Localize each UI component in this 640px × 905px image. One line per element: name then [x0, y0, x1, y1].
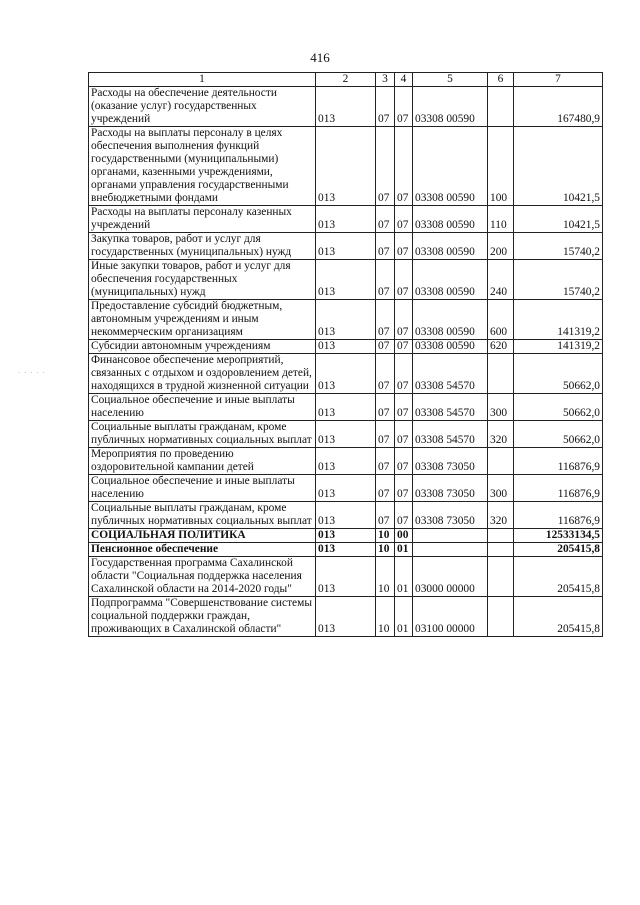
ministry-code: 013: [316, 340, 376, 354]
amount: 205415,8: [514, 557, 603, 597]
section-code: 07: [376, 340, 395, 354]
row-name: СОЦИАЛЬНАЯ ПОЛИТИКА: [89, 529, 316, 543]
expense-type-code: 300: [488, 394, 514, 421]
subsection-code: 07: [395, 300, 413, 340]
expense-type-code: [488, 529, 514, 543]
table-row: [89, 233, 603, 260]
page-number: 416: [310, 50, 330, 65]
row-name: Финансовое обеспечение мероприятий, связанных с отдыхом и оздоровлением детей, находящихся в трудной жизненной ситуации: [89, 354, 316, 394]
ministry-code: 013: [316, 475, 376, 502]
column-header: 2: [316, 73, 376, 87]
ministry-code: 013: [316, 529, 376, 543]
ministry-code: 013: [316, 543, 376, 557]
table-row: [89, 354, 603, 394]
section-code: 07: [376, 421, 395, 448]
section-code: 07: [376, 448, 395, 475]
subsection-code: 00: [395, 529, 413, 543]
table-row: [89, 597, 603, 637]
section-code: 07: [376, 260, 395, 300]
expense-type-code: 600: [488, 300, 514, 340]
ministry-code: 013: [316, 354, 376, 394]
target-item-code: 03308 54570: [413, 394, 488, 421]
table-row: [89, 300, 603, 340]
table-row: [89, 502, 603, 529]
target-item-code: [413, 529, 488, 543]
target-item-code: 03308 00590: [413, 340, 488, 354]
subsection-code: 07: [395, 502, 413, 529]
ministry-code: 013: [316, 448, 376, 475]
subsection-code: 07: [395, 475, 413, 502]
expense-type-code: 320: [488, 421, 514, 448]
table-row: [89, 87, 603, 127]
target-item-code: 03308 54570: [413, 354, 488, 394]
row-name: Подпрограмма "Совершенствование системы социальной поддержки граждан, проживающих в Сахалинской области": [89, 597, 316, 637]
subsection-code: 07: [395, 421, 413, 448]
row-name: Пенсионное обеспечение: [89, 543, 316, 557]
table-row: [89, 529, 603, 543]
target-item-code: 03308 73050: [413, 502, 488, 529]
target-item-code: 03308 00590: [413, 206, 488, 233]
expense-type-code: 100: [488, 127, 514, 206]
row-name: Предоставление субсидий бюджетным, автономным учреждениям и иным некоммерческим организациям: [89, 300, 316, 340]
section-code: 07: [376, 87, 395, 127]
expense-type-code: [488, 448, 514, 475]
table-row: [89, 421, 603, 448]
subsection-code: 07: [395, 233, 413, 260]
expense-type-code: [488, 597, 514, 637]
column-header: 7: [514, 73, 603, 87]
ministry-code: 013: [316, 87, 376, 127]
target-item-code: 03308 73050: [413, 475, 488, 502]
subsection-code: 07: [395, 354, 413, 394]
row-name: Мероприятия по проведению оздоровительной кампании детей: [89, 448, 316, 475]
amount: 205415,8: [514, 543, 603, 557]
section-code: 10: [376, 543, 395, 557]
subsection-code: 01: [395, 597, 413, 637]
expense-type-code: 110: [488, 206, 514, 233]
row-name: Расходы на выплаты персоналу в целях обеспечения выполнения функций государственными (муниципальными) органами, казенными учреждениями, органами управления государственными внебюджетными фондами: [89, 127, 316, 206]
table-row: [89, 127, 603, 206]
amount: 50662,0: [514, 354, 603, 394]
table-row: [89, 260, 603, 300]
table-body: [89, 87, 603, 637]
expense-type-code: 620: [488, 340, 514, 354]
section-code: 10: [376, 557, 395, 597]
column-header: 6: [488, 73, 514, 87]
section-code: 07: [376, 394, 395, 421]
row-name: Социальные выплаты гражданам, кроме публичных нормативных социальных выплат: [89, 421, 316, 448]
expense-type-code: [488, 557, 514, 597]
subsection-code: 01: [395, 557, 413, 597]
amount: 116876,9: [514, 475, 603, 502]
target-item-code: 03100 00000: [413, 597, 488, 637]
ministry-code: 013: [316, 233, 376, 260]
table-row: [89, 340, 603, 354]
expense-type-code: [488, 354, 514, 394]
subsection-code: 07: [395, 127, 413, 206]
subsection-code: 07: [395, 394, 413, 421]
section-code: 07: [376, 300, 395, 340]
subsection-code: 07: [395, 448, 413, 475]
ministry-code: 013: [316, 260, 376, 300]
amount: 12533134,5: [514, 529, 603, 543]
row-name: Закупка товаров, работ и услуг для государственных (муниципальных) нужд: [89, 233, 316, 260]
expense-type-code: 300: [488, 475, 514, 502]
amount: 141319,2: [514, 300, 603, 340]
column-header: 3: [376, 73, 395, 87]
table-row: [89, 394, 603, 421]
column-header: 4: [395, 73, 413, 87]
target-item-code: 03000 00000: [413, 557, 488, 597]
subsection-code: 07: [395, 206, 413, 233]
table-row: [89, 448, 603, 475]
ministry-code: 013: [316, 394, 376, 421]
amount: 15740,2: [514, 260, 603, 300]
ministry-code: 013: [316, 127, 376, 206]
ministry-code: 013: [316, 421, 376, 448]
row-name: Социальное обеспечение и иные выплаты населению: [89, 475, 316, 502]
amount: 167480,9: [514, 87, 603, 127]
expense-type-code: 200: [488, 233, 514, 260]
amount: 15740,2: [514, 233, 603, 260]
target-item-code: 03308 00590: [413, 260, 488, 300]
ministry-code: 013: [316, 300, 376, 340]
section-code: 07: [376, 206, 395, 233]
row-name: Социальные выплаты гражданам, кроме публичных нормативных социальных выплат: [89, 502, 316, 529]
subsection-code: 07: [395, 260, 413, 300]
section-code: 07: [376, 127, 395, 206]
section-code: 10: [376, 597, 395, 637]
target-item-code: 03308 00590: [413, 87, 488, 127]
amount: 10421,5: [514, 127, 603, 206]
table-row: [89, 475, 603, 502]
row-name: Расходы на обеспечение деятельности (оказание услуг) государственных учреждений: [89, 87, 316, 127]
ministry-code: 013: [316, 206, 376, 233]
table-row: [89, 543, 603, 557]
target-item-code: 03308 73050: [413, 448, 488, 475]
ministry-code: 013: [316, 557, 376, 597]
row-name: Государственная программа Сахалинской области "Социальная поддержка населения Сахалинской области на 2014-2020 годы": [89, 557, 316, 597]
amount: 141319,2: [514, 340, 603, 354]
section-code: 10: [376, 529, 395, 543]
target-item-code: 03308 00590: [413, 233, 488, 260]
target-item-code: 03308 00590: [413, 300, 488, 340]
target-item-code: [413, 543, 488, 557]
amount: 50662,0: [514, 394, 603, 421]
ministry-code: 013: [316, 597, 376, 637]
amount: 116876,9: [514, 502, 603, 529]
subsection-code: 01: [395, 543, 413, 557]
section-code: 07: [376, 475, 395, 502]
row-name: Субсидии автономным учреждениям: [89, 340, 316, 354]
budget-table: [88, 72, 603, 637]
section-code: 07: [376, 233, 395, 260]
column-header: 1: [89, 73, 316, 87]
ministry-code: 013: [316, 502, 376, 529]
target-item-code: 03308 54570: [413, 421, 488, 448]
column-header: 5: [413, 73, 488, 87]
table-row: [89, 206, 603, 233]
target-item-code: 03308 00590: [413, 127, 488, 206]
expense-type-code: [488, 543, 514, 557]
amount: 116876,9: [514, 448, 603, 475]
section-code: 07: [376, 502, 395, 529]
expense-type-code: 320: [488, 502, 514, 529]
expense-type-code: [488, 87, 514, 127]
amount: 205415,8: [514, 597, 603, 637]
margin-stamp: · · · · ·: [18, 369, 46, 377]
expense-type-code: 240: [488, 260, 514, 300]
subsection-code: 07: [395, 340, 413, 354]
row-name: Расходы на выплаты персоналу казенных учреждений: [89, 206, 316, 233]
section-code: 07: [376, 354, 395, 394]
table-row: [89, 557, 603, 597]
row-name: Социальное обеспечение и иные выплаты населению: [89, 394, 316, 421]
amount: 50662,0: [514, 421, 603, 448]
subsection-code: 07: [395, 87, 413, 127]
amount: 10421,5: [514, 206, 603, 233]
column-number-row: [89, 73, 603, 87]
row-name: Иные закупки товаров, работ и услуг для обеспечения государственных (муниципальных) нужд: [89, 260, 316, 300]
